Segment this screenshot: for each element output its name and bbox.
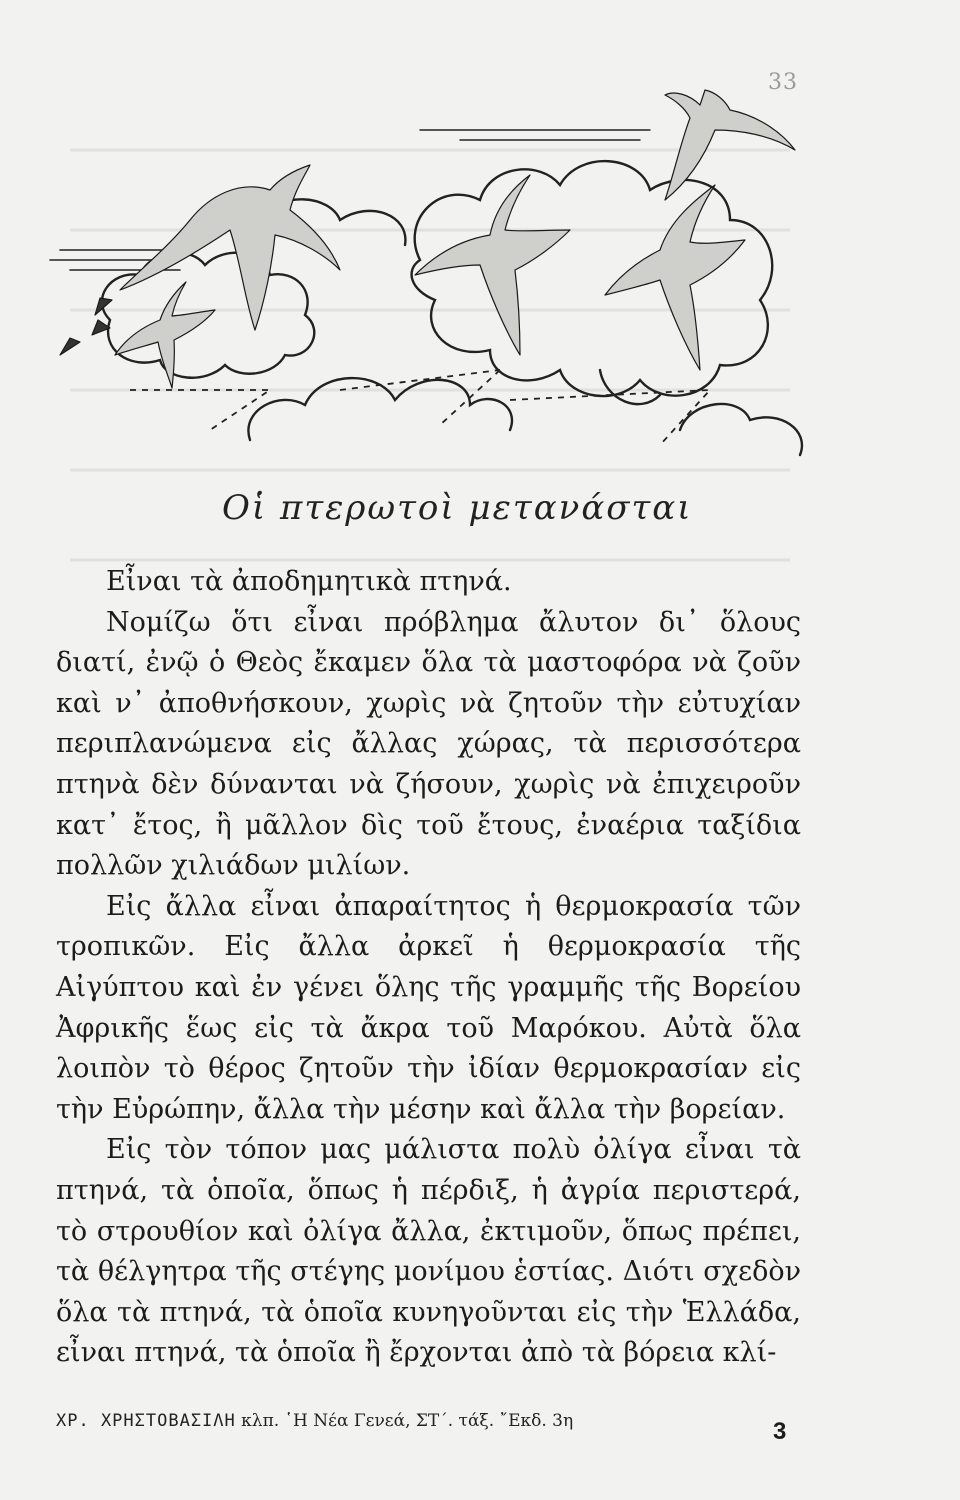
paragraph-3: Εἰς ἄλλα εἶναι ἀπαραίτητος ἡ θερμοκρασία τῶν τροπικῶν. Εἰς ἄλλα ἀρκεῖ ἡ θερμοκρασία τῆς Αἰγύπτου καὶ ἐν γένει ὅλης τῆς γραμμῆς τῆς Βορείου Ἀφρικῆς ἕως εἰς τὰ ἄκρα τοῦ Μαρόκου. Αὐτὰ ὅλα λοιπὸν τὸ θέρος ζητοῦν τὴν ἰδίαν θερμοκρασίαν εἰς τὴν Εὐρώπην, ἄλλα τὴν μέσην καὶ ἄλλα τὴν βορείαν. (56, 890, 801, 1125)
paragraph-2: Νομίζω ὅτι εἶναι πρόβλημα ἄλυτον δι᾽ ὅλους διατί, ἐνῷ ὁ Θεὸς ἔκαμεν ὅλα τὰ μαστοφόρα νὰ ζοῦν καὶ ν᾽ ἀποθνήσκουν, χωρὶς νὰ ζητοῦν τὴν εὐτυχίαν περιπλανώμενα εἰς ἄλλας χώρας, τὰ περισσότερα πτηνὰ δὲν δύνανται νὰ ζήσουν, χωρὶς νὰ ἐπιχειροῦν κατ᾽ ἔτος, ἢ μᾶλλον δὶς τοῦ ἔτους, ἐναέρια ταξίδια πολλῶν χιλιάδων μιλίων. (56, 606, 801, 882)
cloud-right (412, 161, 773, 404)
body-text (56, 562, 801, 1374)
footer-author: ΧΡ. ΧΡΗΣΤΟΒΑΣΙΛΗ (56, 1411, 236, 1431)
page-footer (56, 1411, 801, 1431)
faint-page-number: 33 (768, 70, 798, 95)
cloud-bottom (248, 378, 802, 455)
chapter-title: Οἱ πτερωτοὶ μετανάσται (222, 488, 693, 528)
swallow-right (605, 185, 745, 370)
paragraph-1: Εἶναι τὰ ἀποδημητικὰ πτηνά. (106, 566, 512, 597)
swallow-center (415, 175, 570, 355)
swallow-tiny (60, 298, 112, 355)
swallow-top-right (665, 90, 795, 200)
footer-reference: κλπ. ῾Η Νέα Γενεά, ΣΤ΄. τάξ. ῎Εκδ. 3η (241, 1411, 574, 1431)
swallows-illustration (40, 70, 840, 480)
page-number: 3 (773, 1418, 787, 1445)
swallow-small-left (115, 282, 215, 388)
paragraph-4: Εἰς τὸν τόπον μας μάλιστα πολὺ ὀλίγα εἶναι τὰ πτηνά, τὰ ὁποῖα, ὅπως ἡ πέρδιξ, ἡ ἀγρία περιστερά, τὸ στρουθίον καὶ ὀλίγα ἄλλα, ἐκτιμοῦν, ὅπως πρέπει, τὰ θέλγητρα τῆς στέγης μονίμου ἑστίας. Διότι σχεδὸν ὅλα τὰ πτηνά, τὰ ὁποῖα κυνηγοῦνται εἰς τὴν Ἑλλάδα, εἶναι πτηνά, τὰ ὁποῖα ἢ ἔρχονται ἀπὸ τὰ βόρεια κλί- (56, 1134, 801, 1369)
